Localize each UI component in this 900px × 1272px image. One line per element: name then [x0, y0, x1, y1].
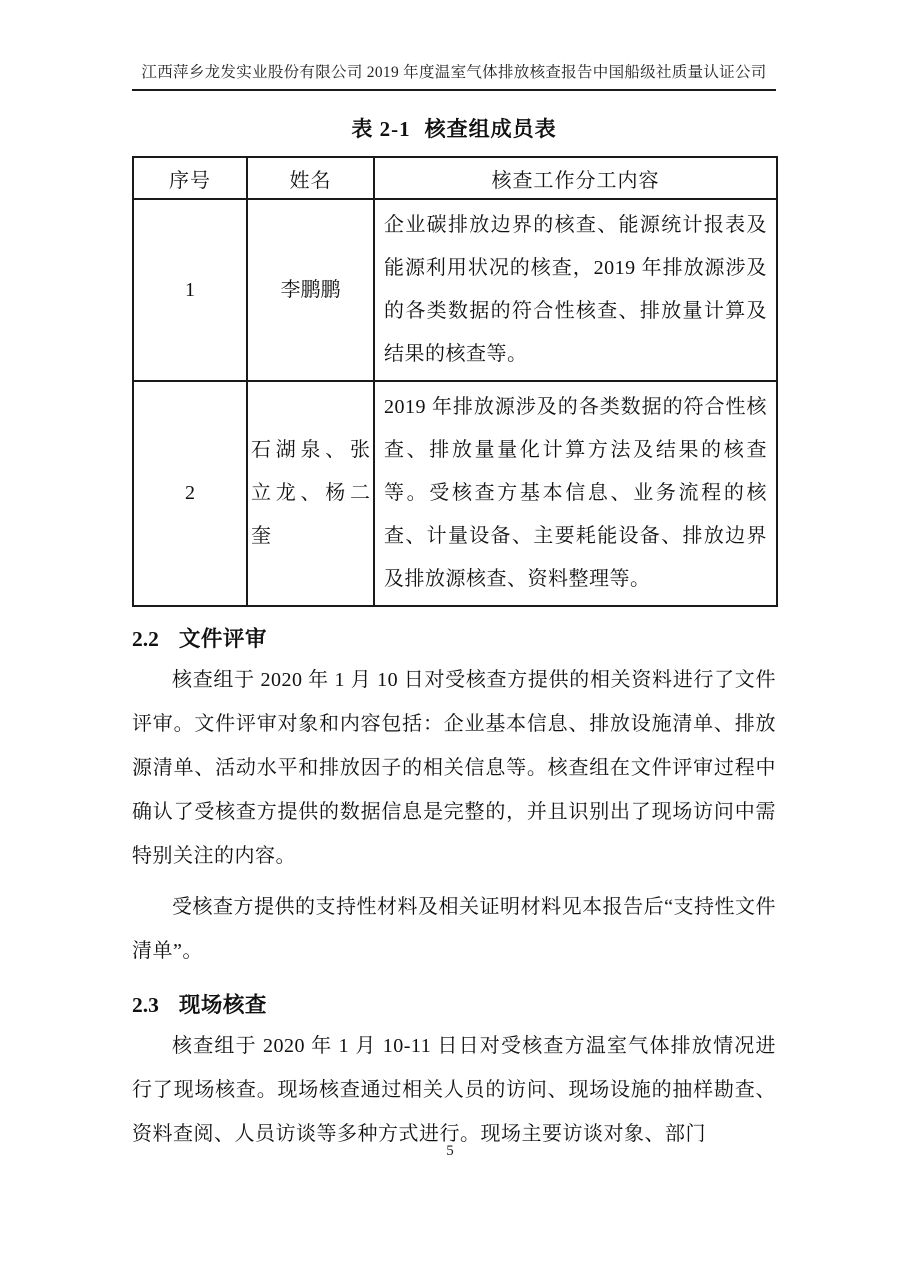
table-row [133, 381, 777, 606]
table-caption [132, 113, 776, 143]
paragraph-document-review-2: 受核查方提供的支持性材料及相关证明材料见本报告后“支持性文件清单”。 [132, 896, 776, 962]
table-caption-label: 表 2-1 [351, 117, 411, 141]
paragraph-document-review-1: 核查组于 2020 年 1 月 10 日对受核查方提供的相关资料进行了文件评审。文件评审对象和内容包括：企业基本信息、排放设施清单、排放源清单、活动水平和排放因子的相关信息等。核查组在文件评审过程中确认了受核查方提供的数据信息是完整的，并且识别出了现场访问中需特别关注的内容。 [132, 669, 776, 867]
verification-team-table [132, 156, 778, 607]
page-content [132, 0, 776, 1156]
row1-no: 1 [133, 199, 247, 381]
table-header-row [133, 157, 777, 199]
column-header-no: 序号 [133, 157, 247, 199]
row1-duty: 企业碳排放边界的核查、能源统计报表及能源利用状况的核查，2019 年排放源涉及的各类数据的符合性核查、排放量计算及结果的核查等。 [374, 199, 777, 381]
table-row [133, 199, 777, 381]
row2-no: 2 [133, 381, 247, 606]
section-number: 2.2 [132, 627, 159, 651]
column-header-name: 姓名 [247, 157, 374, 199]
paragraph-site-visit-1: 核查组于 2020 年 1 月 10-11 日日对受核查方温室气体排放情况进行了现场核查。现场核查通过相关人员的访问、现场设施的抽样勘查、资料查阅、人员访谈等多种方式进行。现场主要访谈对象、部门 [132, 1035, 776, 1145]
running-header: 江西萍乡龙发实业股份有限公司 2019 年度温室气体排放核查报告中国船级社质量认证公司 [132, 60, 776, 91]
section-title: 现场核查 [178, 993, 267, 1017]
section-title: 文件评审 [178, 627, 267, 651]
table-caption-text: 核查组成员表 [424, 117, 557, 141]
row2-duty: 2019 年排放源涉及的各类数据的符合性核查、排放量量化计算方法及结果的核查等。受核查方基本信息、业务流程的核查、计量设备、主要耗能设备、排放边界及排放源核查、资料整理等。 [374, 381, 777, 606]
row1-name: 李鹏鹏 [247, 199, 374, 381]
section-heading-2-2 [132, 622, 776, 653]
page-number: 5 [446, 1143, 454, 1159]
column-header-duty: 核查工作分工内容 [374, 157, 777, 199]
section-number: 2.3 [132, 993, 159, 1017]
row2-name: 石湖泉、张立龙、杨二奎 [247, 381, 374, 606]
section-heading-2-3 [132, 988, 776, 1019]
